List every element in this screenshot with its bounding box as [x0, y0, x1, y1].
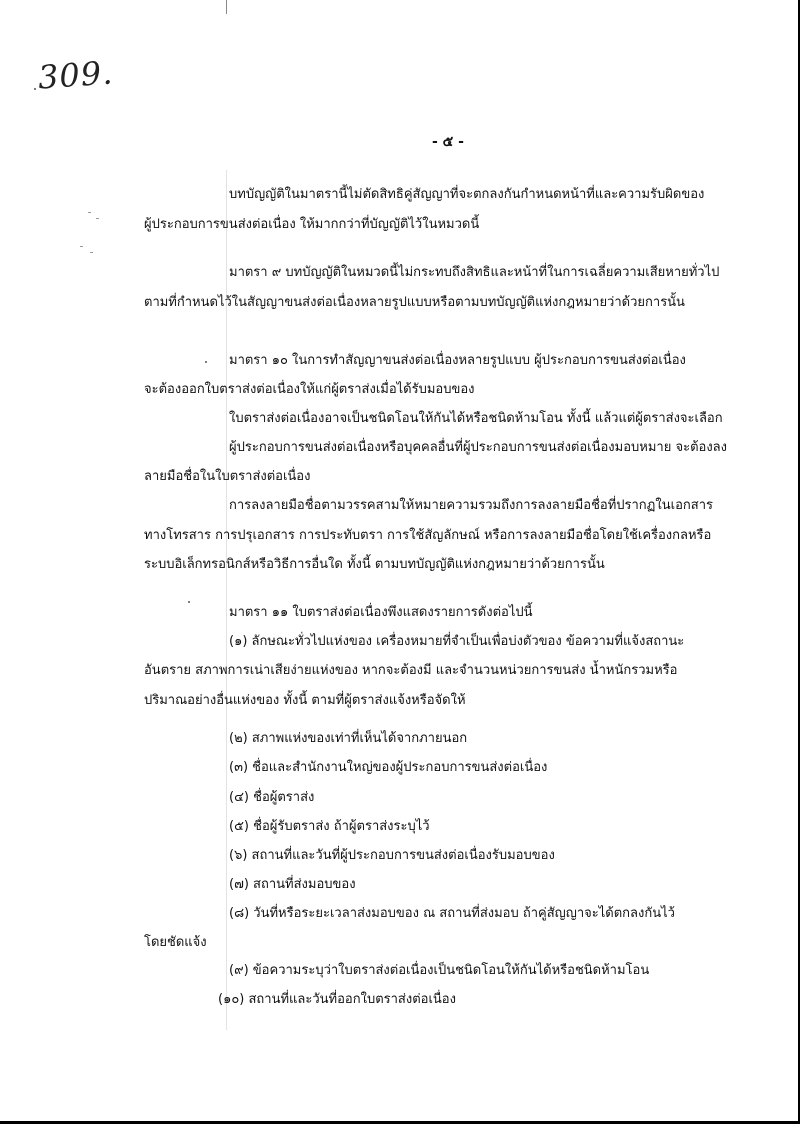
- scan-speck: [88, 212, 91, 213]
- list-item: (๑๐) สถานที่และวันที่ออกใบตราส่งต่อเนื่อง: [218, 992, 456, 1007]
- paragraph-line: อันตราย สภาพการเน่าเสียง่ายแห่งของ หากจะต้องมี และจำนวนหน่วยการขนส่ง น้ำหนักรวมหรือ: [144, 663, 678, 678]
- paragraph-line: ตามที่กำหนดไว้ในสัญญาขนส่งต่อเนื่องหลายรูปแบบหรือตามบทบัญญัติแห่งกฎหมายว่าด้วยการนั้น: [144, 295, 685, 310]
- list-item: (๓) ชื่อและสำนักงานใหญ่ของผู้ประกอบการขนส่งต่อเนื่อง: [229, 760, 548, 775]
- paragraph-line: โดยชัดแจ้ง: [144, 935, 207, 950]
- list-item: (๔) ชื่อผู้ตราส่ง: [229, 790, 315, 805]
- list-item: (๒) สภาพแห่งของเท่าที่เห็นได้จากภายนอก: [229, 731, 468, 746]
- paragraph-line: ใบตราส่งต่อเนื่องอาจเป็นชนิดโอนให้กันได้หรือชนิดห้ามโอน ทั้งนี้ แล้วแต่ผู้ตราส่งจะเลือก: [229, 411, 723, 426]
- scan-artifact-line: [226, 0, 227, 14]
- paragraph-line: บทบัญญัติในมาตรานี้ไม่ตัดสิทธิคู่สัญญาที่จะตกลงกันกำหนดหน้าที่และความรับผิดของ: [229, 187, 705, 202]
- paragraph-line: จะต้องออกใบตราส่งต่อเนื่องให้แก่ผู้ตราส่งเมื่อได้รับมอบของ: [144, 382, 475, 397]
- list-item: (๙) ข้อความระบุว่าใบตราส่งต่อเนื่องเป็นชนิดโอนให้กันได้หรือชนิดห้ามโอน: [229, 963, 650, 978]
- paragraph-line: ปริมาณอย่างอื่นแห่งของ ทั้งนี้ ตามที่ผู้ตราส่งแจ้งหรือจัดให้: [144, 693, 466, 708]
- section-10-heading-line: มาตรา ๑๐ ในการทำสัญญาขนส่งต่อเนื่องหลายรูปแบบ ผู้ประกอบการขนส่งต่อเนื่อง: [229, 353, 686, 368]
- scan-speck: [205, 361, 207, 363]
- scan-speck: [96, 218, 99, 219]
- list-item: (๖) สถานที่และวันที่ผู้ประกอบการขนส่งต่อเนื่องรับมอบของ: [229, 848, 555, 863]
- list-item: (๑) ลักษณะทั่วไปแห่งของ เครื่องหมายที่จำเป็นเพื่อบ่งตัวของ ข้อความที่แจ้งสถานะ: [229, 634, 685, 649]
- handwritten-page-number: 309.: [36, 53, 115, 97]
- paragraph-line: ลายมือชื่อในใบตราส่งต่อเนื่อง: [144, 469, 311, 484]
- list-item: (๕) ชื่อผู้รับตราส่ง ถ้าผู้ตราส่งระบุไว้: [229, 819, 430, 834]
- page-number: - ๕ -: [432, 134, 464, 150]
- section-9-heading-line: มาตรา ๙ บทบัญญัติในหมวดนี้ไม่กระทบถึงสิทธิและหน้าที่ในการเฉลี่ยความเสียหายทั่วไป: [229, 265, 720, 280]
- paragraph-line: การลงลายมือชื่อตามวรรคสามให้หมายความรวมถึงการลงลายมือชื่อที่ปรากฏในเอกสาร: [229, 498, 713, 513]
- scan-speck: [34, 88, 36, 90]
- paragraph-line: ระบบอิเล็กทรอนิกส์หรือวิธีการอื่นใด ทั้งนี้ ตามบทบัญญัติแห่งกฎหมายว่าด้วยการนั้น: [144, 557, 605, 572]
- paragraph-line: ผู้ประกอบการขนส่งต่อเนื่อง ให้มากกว่าที่บัญญัติไว้ในหมวดนี้: [144, 217, 480, 232]
- list-item: (๗) สถานที่ส่งมอบของ: [229, 877, 356, 892]
- scan-speck: [80, 246, 83, 247]
- section-11-heading-line: มาตรา ๑๑ ใบตราส่งต่อเนื่องพึงแสดงรายการดังต่อไปนี้: [229, 605, 533, 620]
- paragraph-line: ทางโทรสาร การปรุเอกสาร การประทับตรา การใช้สัญลักษณ์ หรือการลงลายมือชื่อโดยใช้เครื่องกลหรือ: [144, 528, 712, 543]
- scan-speck: [188, 601, 190, 603]
- list-item: (๘) วันที่หรือระยะเวลาส่งมอบของ ณ สถานที่ส่งมอบ ถ้าคู่สัญญาจะได้ตกลงกันไว้: [229, 906, 675, 921]
- paragraph-line: ผู้ประกอบการขนส่งต่อเนื่องหรือบุคคลอื่นที่ผู้ประกอบการขนส่งต่อเนื่องมอบหมาย จะต้องลง: [229, 440, 727, 455]
- scan-speck: [90, 252, 93, 253]
